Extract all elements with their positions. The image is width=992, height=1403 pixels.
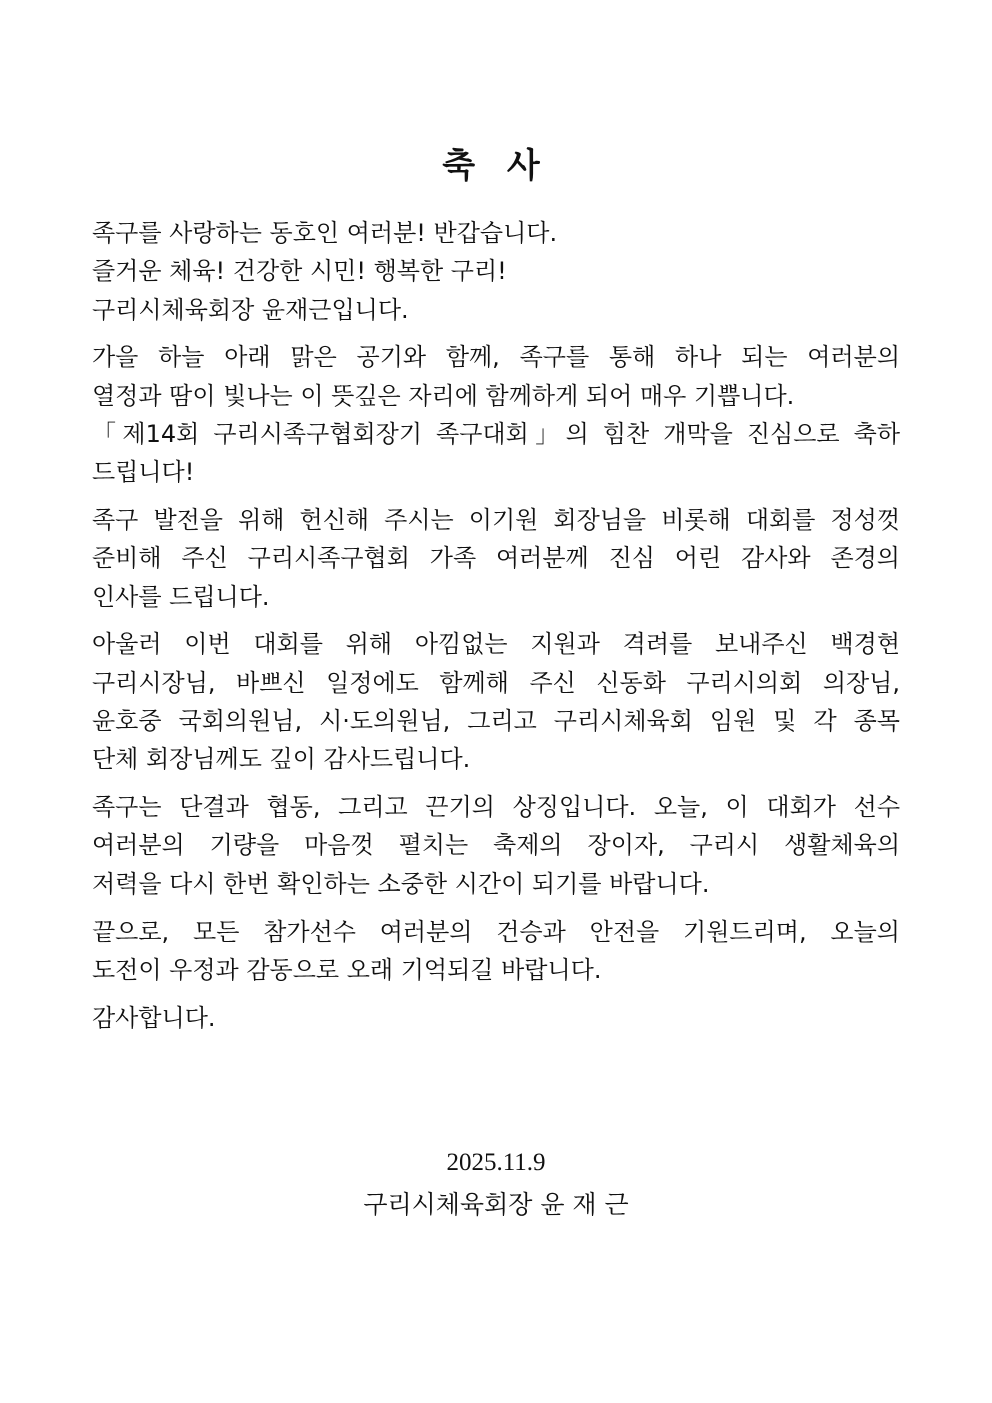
text-line: 저력을 다시 한번 확인하는 소중한 시간이 되기를 바랍니다. — [92, 869, 710, 898]
paragraph-closing — [92, 913, 900, 990]
text-line: 족구는 단결과 협동, 그리고 끈기의 상징입니다. 오늘, 이 대회가 선수 — [92, 793, 900, 822]
text-line: 구리시장님, 바쁘신 일정에도 함께해 주신 신동화 구리시의회 의장님, — [92, 668, 900, 697]
text-line: 인사를 드립니다. — [92, 582, 270, 611]
text-line: 즐거운 체육! 건강한 시민! 행복한 구리! — [92, 257, 507, 286]
text-line: 족구 발전을 위해 헌신해 주시는 이기원 회장님을 비롯해 대회를 정성껏 — [92, 506, 900, 535]
text-line: 「제14회 구리시족구협회장기 족구대회」의 힘찬 개막을 진심으로 축하 — [92, 419, 900, 448]
signature-line: 구리시체육회장 윤 재 근 — [363, 1190, 629, 1219]
text-line: 열정과 땀이 빛나는 이 뜻깊은 자리에 함께하게 되어 매우 기쁩니다. — [92, 381, 795, 410]
paragraph-wishes — [92, 788, 900, 903]
paragraph-thanks-association — [92, 501, 900, 616]
text-line: 윤호중 국회의원님, 시·도의원님, 그리고 구리시체육회 임원 및 각 종목 — [92, 707, 900, 736]
paragraph-congratulation — [92, 338, 900, 491]
text-line: 준비해 주신 구리시족구협회 가족 여러분께 진심 어린 감사와 존경의 — [92, 544, 900, 573]
text-line: 여러분의 기량을 마음껏 펼치는 축제의 장이자, 구리시 생활체육의 — [92, 831, 900, 860]
document-body — [92, 214, 900, 1046]
text-line: 족구를 사랑하는 동호인 여러분! 반갑습니다. — [92, 219, 558, 247]
document-date: 2025.11.9 — [446, 1149, 546, 1176]
paragraph-thank-you — [92, 999, 900, 1037]
document-title: 축 사 — [442, 146, 550, 186]
text-line: 단체 회장님께도 깊이 감사드립니다. — [92, 745, 471, 774]
text-line: 구리시체육회장 윤재근입니다. — [92, 295, 409, 324]
text-line: 끝으로, 모든 참가선수 여러분의 건승과 안전을 기원드리며, 오늘의 — [92, 917, 900, 946]
text-line: 도전이 우정과 감동으로 오래 기억되길 바랍니다. — [92, 955, 602, 984]
paragraph-greeting — [92, 214, 900, 329]
text-line: 아울러 이번 대회를 위해 아낌없는 지원과 격려를 보내주신 백경현 — [92, 630, 900, 659]
text-line: 가을 하늘 아래 맑은 공기와 함께, 족구를 통해 하나 되는 여러분의 — [92, 343, 900, 372]
text-line: 드립니다! — [92, 458, 195, 487]
text-line: 감사합니다. — [92, 1003, 216, 1032]
paragraph-thanks-officials — [92, 625, 900, 778]
